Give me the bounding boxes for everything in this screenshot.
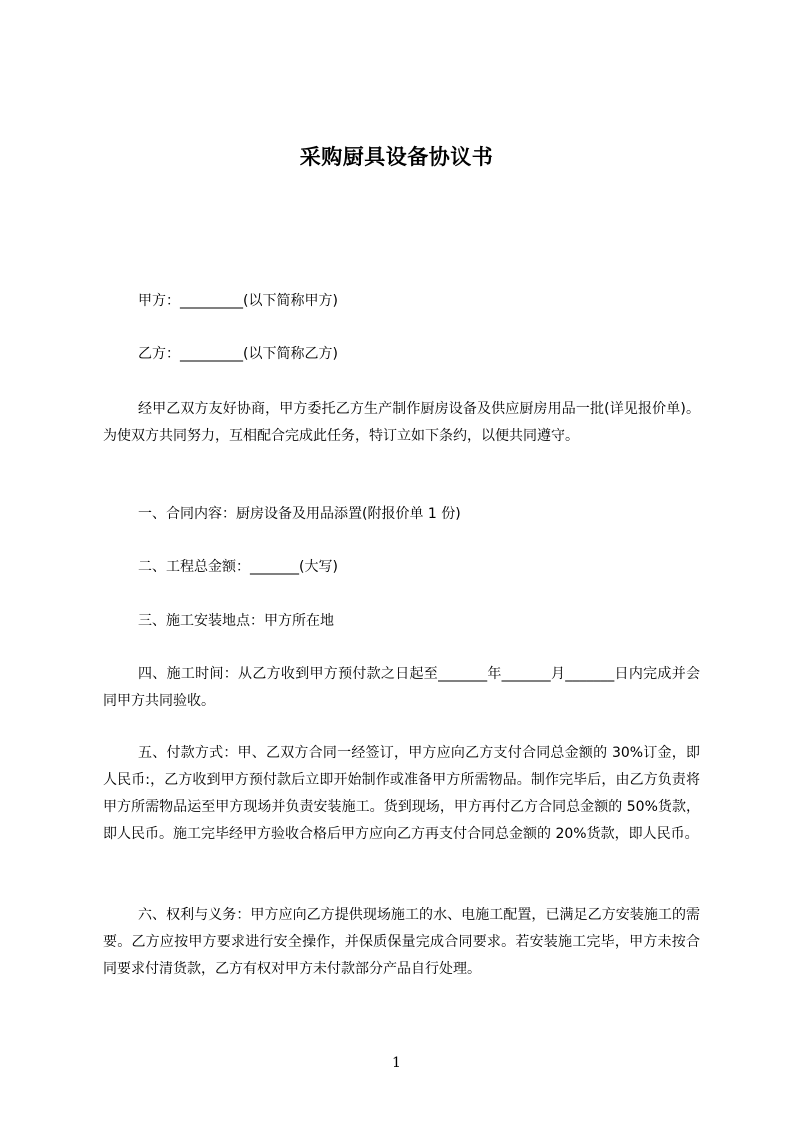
clause-construction-time: 四、施工时间：从乙方收到甲方预付款之日起至_______年_______月_______日内完成并会同甲方共同验收。 [103, 666, 700, 709]
clause-payment-method: 五、付款方式：甲、乙双方合同一经签订，甲方应向乙方支付合同总金额的 30%订金，即人民币:，乙方收到甲方预付款后立即开始制作或准备甲方所需物品。制作完毕后，由乙方负责将甲方所需物品运至甲方现场并负责安装施工。货到现场，甲方再付乙方合同总金额的 50%货款，即人民币。施工完毕经甲方验收合格后甲方应向乙方再支付合同总金额的 20%货款，即人民币。 [103, 745, 700, 842]
clause-rights-obligations: 六、权利与义务：甲方应向乙方提供现场施工的水、电施工配置，已满足乙方安装施工的需要。乙方应按甲方要求进行安全操作，并保质保量完成合同要求。若安装施工完毕，甲方未按合同要求付清货款，乙方有权对甲方未付款部分产品自行处理。 [103, 907, 700, 977]
document-title: 采购厨具设备协议书 [299, 145, 494, 169]
party-b-line: 乙方：_________(以下简称乙方) [138, 346, 338, 362]
clause-total-amount: 二、工程总金额：_______(大写) [138, 559, 338, 575]
clause-contract-content: 一、合同内容：厨房设备及用品添置(附报价单 1 份) [138, 506, 461, 522]
clause-install-location: 三、施工安装地点：甲方所在地 [138, 613, 334, 629]
intro-paragraph: 经甲乙双方友好协商，甲方委托乙方生产制作厨房设备及供应厨房用品一批(详见报价单)。为使双方共同努力，互相配合完成此任务，特订立如下条约，以便共同遵守。 [103, 401, 700, 444]
party-a-line: 甲方：_________(以下简称甲方) [138, 293, 338, 309]
page-number: 1 [392, 1055, 401, 1071]
